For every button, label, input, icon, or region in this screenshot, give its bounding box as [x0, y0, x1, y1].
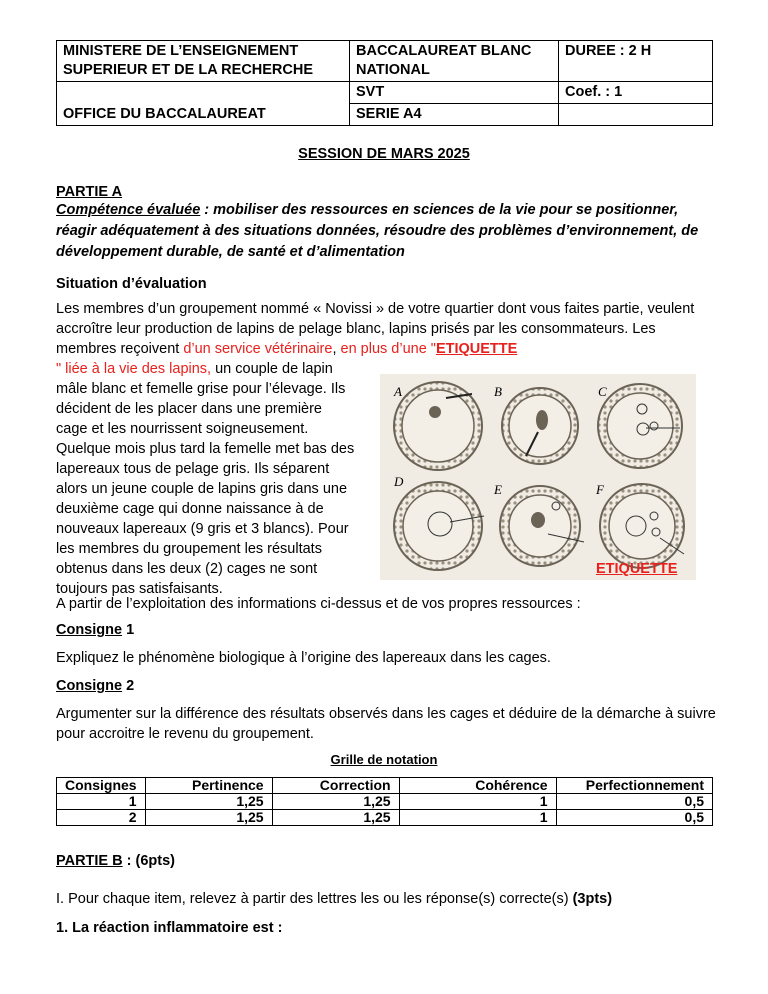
grid-header: Consignes	[57, 778, 146, 794]
subject-text: SVT	[356, 84, 385, 100]
label-f: F	[596, 482, 604, 497]
follicle-b	[502, 388, 578, 464]
exam-text: BACCALAUREAT BLANC NATIONAL	[356, 43, 532, 78]
part-a-title: PARTIE A	[56, 184, 123, 200]
session-title: SESSION DE MARS 2025	[298, 146, 470, 162]
grid-cell: 0,5	[556, 810, 712, 826]
empty-cell	[559, 104, 713, 126]
grid-cell: 1,25	[145, 810, 272, 826]
item-1: 1. La réaction inflammatoire est :	[56, 920, 283, 936]
grid-cell: 1,25	[272, 810, 399, 826]
competence	[56, 200, 716, 263]
follicle-f	[600, 484, 684, 568]
follicle-drawings	[380, 374, 696, 580]
subject-cell	[350, 82, 559, 104]
grid-cell: 1	[57, 794, 146, 810]
exam-cell	[350, 41, 559, 82]
follicle-d	[394, 482, 484, 570]
series-text: SERIE A4	[356, 106, 422, 122]
office-cell	[57, 82, 350, 126]
grid-cell: 1,25	[145, 794, 272, 810]
label-c: C	[598, 384, 607, 399]
grid-cell: 1	[399, 794, 556, 810]
situation-title: Situation d’évaluation	[56, 276, 207, 292]
grid-header: Perfectionnement	[556, 778, 712, 794]
consigne-2-text: Argumenter sur la différence des résultats observés dans les cages et déduire de la démarche à suivre pour accroitre le revenu du groupement.	[56, 706, 716, 742]
series-cell	[350, 104, 559, 126]
etiquette-label: ETIQUETTE	[435, 341, 518, 357]
label-a: A	[394, 384, 402, 399]
grading-table	[56, 777, 713, 826]
follicle-c	[598, 384, 682, 468]
vet-service: d’un service vétérinaire	[183, 341, 333, 357]
consigne-2-title: Consigne 2	[56, 678, 135, 694]
follicle-a	[394, 382, 482, 470]
grid-cell: 2	[57, 810, 146, 826]
figure-caption: ETIQUETTE	[596, 561, 678, 577]
competence-label: Compétence évaluée	[56, 202, 201, 218]
duration-cell	[559, 41, 713, 82]
header-table	[56, 40, 713, 126]
grid-cell: 0,5	[556, 794, 712, 810]
grid-header: Pertinence	[145, 778, 272, 794]
office-text: OFFICE DU BACCALAUREAT	[63, 106, 266, 122]
coef-cell	[559, 82, 713, 104]
consigne-1-title: Consigne 1	[56, 622, 135, 638]
situation-text-cont	[56, 359, 356, 599]
grid-title: Grille de notation	[330, 752, 438, 767]
duration-text: DUREE : 2 H	[565, 43, 652, 59]
grid-header-row	[57, 778, 713, 794]
follicle-e	[500, 486, 584, 566]
grid-header: Correction	[272, 778, 399, 794]
grid-cell: 1	[399, 810, 556, 826]
intro-text: A partir de l’exploitation des informations ci-dessus et de vos propres ressources :	[56, 596, 581, 612]
grid-row	[57, 810, 713, 826]
situation-text-1: Les membres d’un groupement nommé « Novissi » de votre quartier dont vous faites partie, veulent accroître leur production de lapins de pelage blanc, lapins prisés par les consommateurs. Les membres reçoivent	[56, 301, 695, 357]
situation-text: Les membres d’un groupement nommé « Novissi » de votre quartier dont vous faites partie, veulent accroître leur production de lapins de pelage blanc, lapins prisés par les consommateurs. Les membres reçoivent d’un service vétérinaire, en plus d’une "ETIQUETTE	[56, 301, 695, 357]
consigne-1-text: Expliquez le phénomène biologique à l’origine des lapereaux dans les cages.	[56, 650, 551, 666]
label-b: B	[494, 384, 502, 399]
grid-row	[57, 794, 713, 810]
grid-cell: 1,25	[272, 794, 399, 810]
ministry-cell	[57, 41, 350, 82]
coef-text: Coef. : 1	[565, 84, 623, 100]
red-text-3: " liée à la vie des lapins,	[56, 361, 212, 377]
competence-text: : mobiliser des ressources en sciences de la vie pour se positionner, réagir adéquatement à des situations données, résoudre des problèmes d’environnement, de développement durable, de santé et d’alimentation	[56, 202, 699, 260]
part-b-title: PARTIE B : (6pts)	[56, 853, 175, 869]
grid-header: Cohérence	[399, 778, 556, 794]
part-b-instruction: I. Pour chaque item, relevez à partir des lettres les ou les réponse(s) correcte(s) (3pts)	[56, 891, 613, 907]
ovary-figure	[380, 374, 696, 580]
ministry-text: MINISTERE DE L’ENSEIGNEMENT SUPERIEUR ET DE LA RECHERCHE	[63, 43, 314, 78]
label-e: E	[494, 482, 502, 497]
situation-text-2: un couple de lapin mâle blanc et femelle grise pour l’élevage. Ils décident de les placer dans une première cage et les nourrissent soigneusement. Quelque mois plus tard la femelle met bas des lapereaux tous de pelage gris. Ils séparent alors un jeune couple de lapins gris dans une deuxième cage qui donne naissance à de nouveaux lapereaux (9 gris et 3 blancs). Pour les membres du groupement les résultats obtenus dans les deux (2) cages ne sont toujours pas satisfaisants.	[56, 361, 355, 597]
label-d: D	[394, 474, 404, 489]
